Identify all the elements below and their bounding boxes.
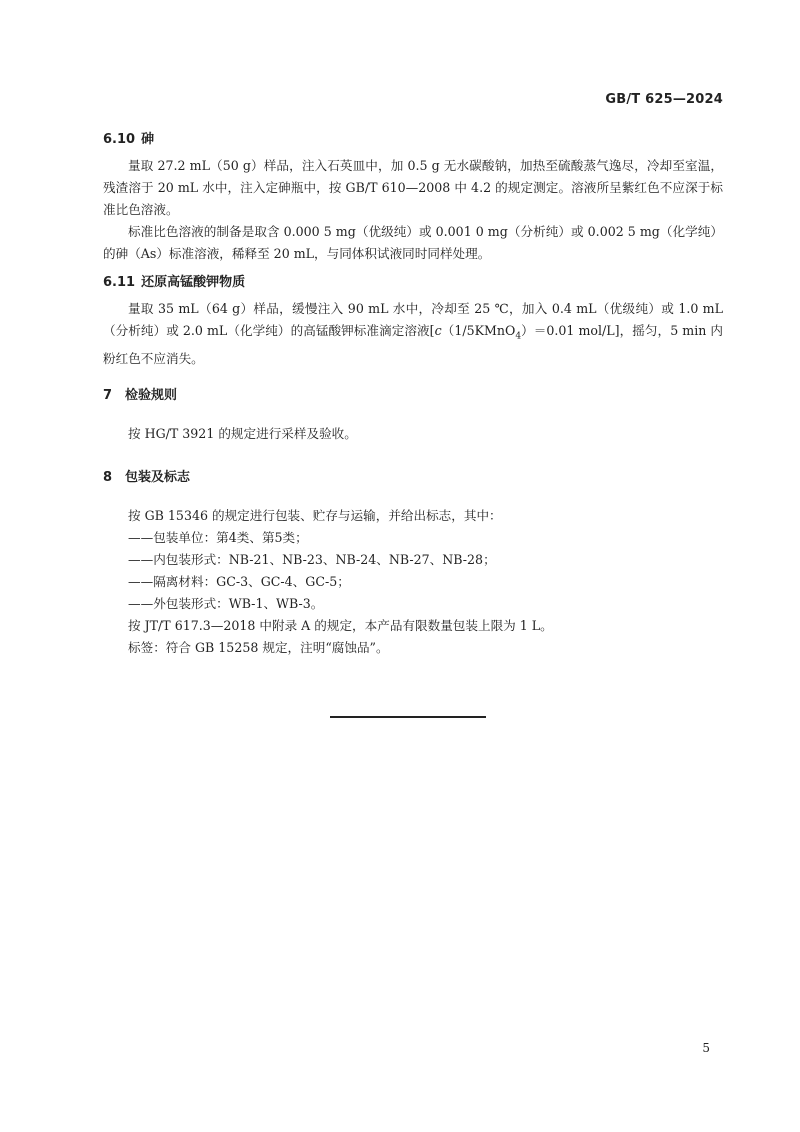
packaging-line: ——外包装形式：WB-1、WB-3。 xyxy=(128,596,324,611)
paragraph-arsenic-standard: 标准比色溶液的制备是取含 0.000 5 mg（优级纯）或 0.001 0 mg（分析纯）或 0.002 5 mg（化学纯）的砷（As）标准溶液，稀释至 20 mL，与同体积试液同时同样处理。 xyxy=(103,224,723,261)
heading-title: 包装及标志 xyxy=(125,470,191,485)
packaging-line: 按 GB 15346 的规定进行包装、贮存与运输，并给出标志，其中： xyxy=(128,508,502,523)
heading-number: 6.10 xyxy=(103,132,136,147)
packaging-line: ——内包装形式：NB-21、NB-23、NB-24、NB-27、NB-28； xyxy=(128,552,496,567)
heading-number: 8 xyxy=(103,470,113,485)
heading-number: 6.11 xyxy=(103,275,136,290)
concentration-symbol: c xyxy=(434,323,442,338)
heading-6-10 xyxy=(103,128,154,147)
heading-6-11 xyxy=(103,271,245,290)
heading-title: 还原高锰酸钾物质 xyxy=(141,275,246,290)
paragraph-permanganate xyxy=(103,298,723,370)
text-segment: 量取 35 mL（64 g）样品，缓慢注入 90 mL 水中，冷却至 25 ℃，加入 0.4 mL（优级纯）或 1.0 mL（分析纯）或 2.0 mL（化学纯）的高锰酸钾标准滴定溶液[ xyxy=(103,301,723,338)
heading-number: 7 xyxy=(103,388,113,403)
packaging-line: 按 JT/T 617.3—2018 中附录 A 的规定，本产品有限数量包装上限为 1 L。 xyxy=(128,618,553,633)
subscript: 4 xyxy=(515,331,522,342)
end-of-document-rule xyxy=(330,716,486,718)
packaging-line: ——隔离材料：GC-3、GC-4、GC-5； xyxy=(128,574,350,589)
heading-8 xyxy=(103,466,190,485)
page-number: 5 xyxy=(702,1041,710,1055)
heading-7 xyxy=(103,384,177,403)
standard-code: GB/T 625—2024 xyxy=(605,92,723,107)
packaging-line: 标签：符合 GB 15258 规定，注明“腐蚀品”。 xyxy=(128,640,389,655)
text-segment: （1/5KMnO xyxy=(441,323,516,338)
heading-title: 砷 xyxy=(141,132,155,147)
text-segment: ）＝0.01 mol/L]，摇匀，5 min 内粉红色不应消失。 xyxy=(103,323,723,366)
heading-title: 检验规则 xyxy=(125,388,178,403)
paragraph-inspection: 按 HG/T 3921 的规定进行采样及验收。 xyxy=(128,426,357,441)
packaging-line: ——包装单位：第4类、第5类； xyxy=(128,530,308,545)
paragraph-arsenic-procedure: 量取 27.2 mL（50 g）样品，注入石英皿中，加 0.5 g 无水碳酸钠，加热至硫酸蒸气逸尽，冷却至室温，残渣溶于 20 mL 水中，注入定砷瓶中，按 GB/T 610—2008 中 4.2 的规定测定。溶液所呈紫红色不应深于标准比色溶液。 xyxy=(103,158,723,217)
